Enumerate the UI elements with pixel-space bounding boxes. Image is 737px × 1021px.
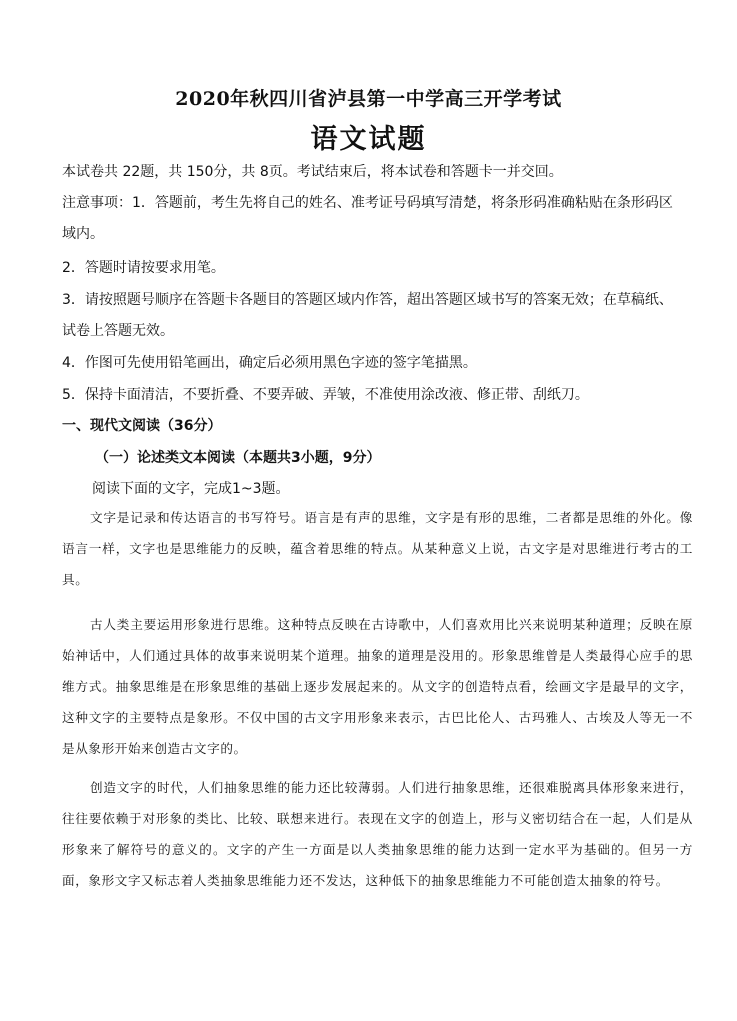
notice-item-2: 2．答题时请按要求用笔。 [62,260,225,276]
exam-title: 2020年秋四川省泸县第一中学高三开学考试 [175,88,562,110]
notice-line-1: 注意事项：1．答题前，考生先将自己的姓名、准考证号码填写清楚，将条形码准确粘贴在条形码区 [62,195,673,211]
subject-title: 语文试题 [310,124,427,155]
exam-summary: 本试卷共 22题，共 150分，共 8页。考试结束后，将本试卷和答题卡一并交回。 [62,164,563,180]
section-heading: 一、现代文阅读（36分） [62,418,222,434]
subsection-heading: （一）论述类文本阅读（本题共3小题，9分） [95,450,381,466]
notice-line-1-continued: 域内。 [62,226,104,242]
passage-paragraph: 文字是记录和传达语言的书写符号。语言是有声的思维，文字是有形的思维，二者都是思维的外化。像语言一样，文字也是思维能力的反映，蕴含着思维的特点。从某种意义上说，古文字是对思维进行考古的工具。 [62,510,693,587]
reading-instruction: 阅读下面的文字，完成1~3题。 [92,481,290,497]
notice-item-5: 5．保持卡面清洁，不要折叠、不要弄破、弄皱，不准使用涂改液、修正带、刮纸刀。 [62,387,589,403]
notice-item-3-continued: 试卷上答题无效。 [62,323,174,339]
passage-paragraph: 古人类主要运用形象进行思维。这种特点反映在古诗歌中，人们喜欢用比兴来说明某种道理；反映在原始神话中，人们通过具体的故事来说明某个道理。抽象的道理是没用的。形象思维曾是人类最得心应手的思维方式。抽象思维是在形象思维的基础上逐步发展起来的。从文字的创造特点看，绘画文字是最早的文字，这种文字的主要特点是象形。不仅中国的古文字用形象来表示，古巴比伦人、古玛雅人、古埃及人等无一不是从象形开始来创造古文字的。 [62,617,693,756]
notice-item-4: 4．作图可先使用铅笔画出，确定后必须用黑色字迹的签字笔描黑。 [62,355,477,371]
notice-item-3: 3．请按照题号顺序在答题卡各题目的答题区域内作答，超出答题区域书写的答案无效；在草稿纸、 [62,292,673,308]
passage-paragraph: 创造文字的时代，人们抽象思维的能力还比较薄弱。人们进行抽象思维，还很难脱离具体形象来进行，往往要依赖于对形象的类比、比较、联想来进行。表现在文字的创造上，形与义密切结合在一起，人们是从形象来了解符号的意义的。文字的产生一方面是以人类抽象思维的能力达到一定水平为基础的。但另一方面，象形文字又标志着人类抽象思维能力还不发达，这种低下的抽象思维能力不可能创造太抽象的符号。 [62,780,693,888]
